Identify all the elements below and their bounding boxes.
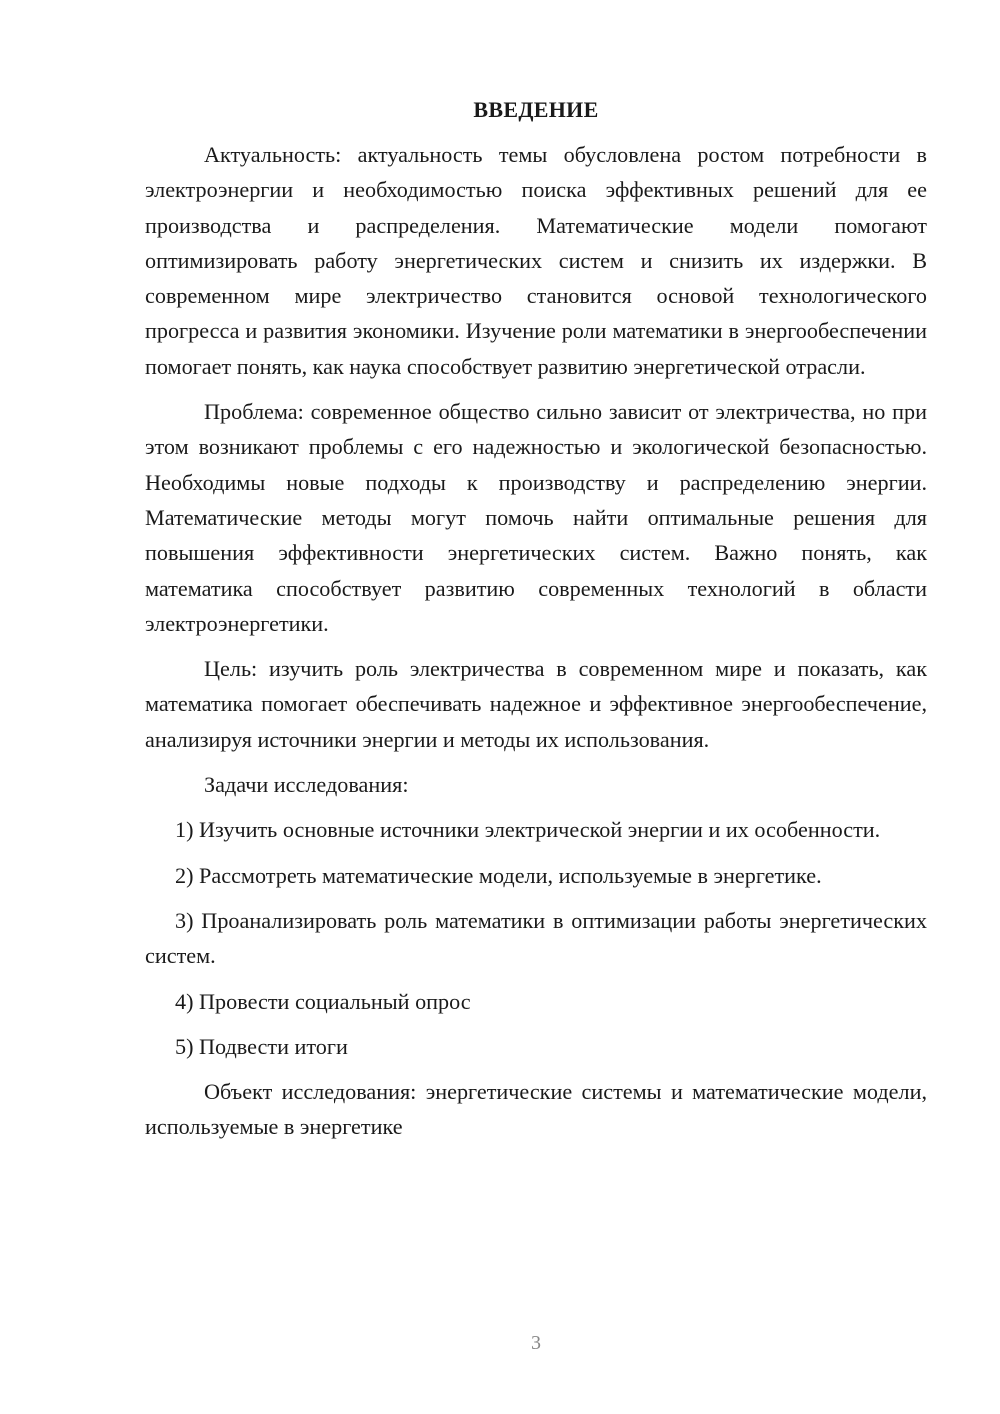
- page-content: [145, 95, 927, 1155]
- task-item-5: 5) Подвести итоги: [175, 1033, 348, 1059]
- problem-paragraph: Проблема: современное общество сильно зависит от электричества, но при этом возникают проблемы с его надежностью и экологической безопасностью. Необходимы новые подходы к производству и распределению энергии. Математические методы могут помочь найти оптимальные решения для повышения эффективности энергетических систем. Важно понять, как математика способствует развитию современных технологий в области электроэнергетики.: [145, 399, 927, 636]
- task-item-1: 1) Изучить основные источники электрической энергии и их особенности.: [175, 817, 881, 843]
- tasks-heading: Задачи исследования:: [204, 772, 409, 798]
- task-item-3: 3) Проанализировать роль математики в оптимизации работы энергетических систем.: [145, 907, 927, 969]
- relevance-paragraph: Актуальность: актуальность темы обусловлена ростом потребности в электроэнергии и необходимостью поиска эффективных решений для ее производства и распределения. Математические модели помогают оптимизировать работу энергетических систем и снизить их издержки. В современном мире электричество становится основой технологического прогресса и развития экономики. Изучение роли математики в энергообеспечении помогает понять, как наука способствует развитию энергетической отрасли.: [145, 142, 927, 379]
- task-item-4: 4) Провести социальный опрос: [175, 988, 471, 1014]
- research-object-paragraph: Объект исследования: энергетические системы и математические модели, используемые в энергетике: [145, 1079, 927, 1140]
- page-number: 3: [531, 1332, 541, 1354]
- goal-paragraph: Цель: изучить роль электричества в современном мире и показать, как математика помогает обеспечивать надежное и эффективное энергообеспечение, анализируя источники энергии и методы их использования.: [145, 656, 927, 752]
- task-item-2: 2) Рассмотреть математические модели, используемые в энергетике.: [175, 862, 822, 888]
- page-title: ВВЕДЕНИЕ: [473, 97, 599, 122]
